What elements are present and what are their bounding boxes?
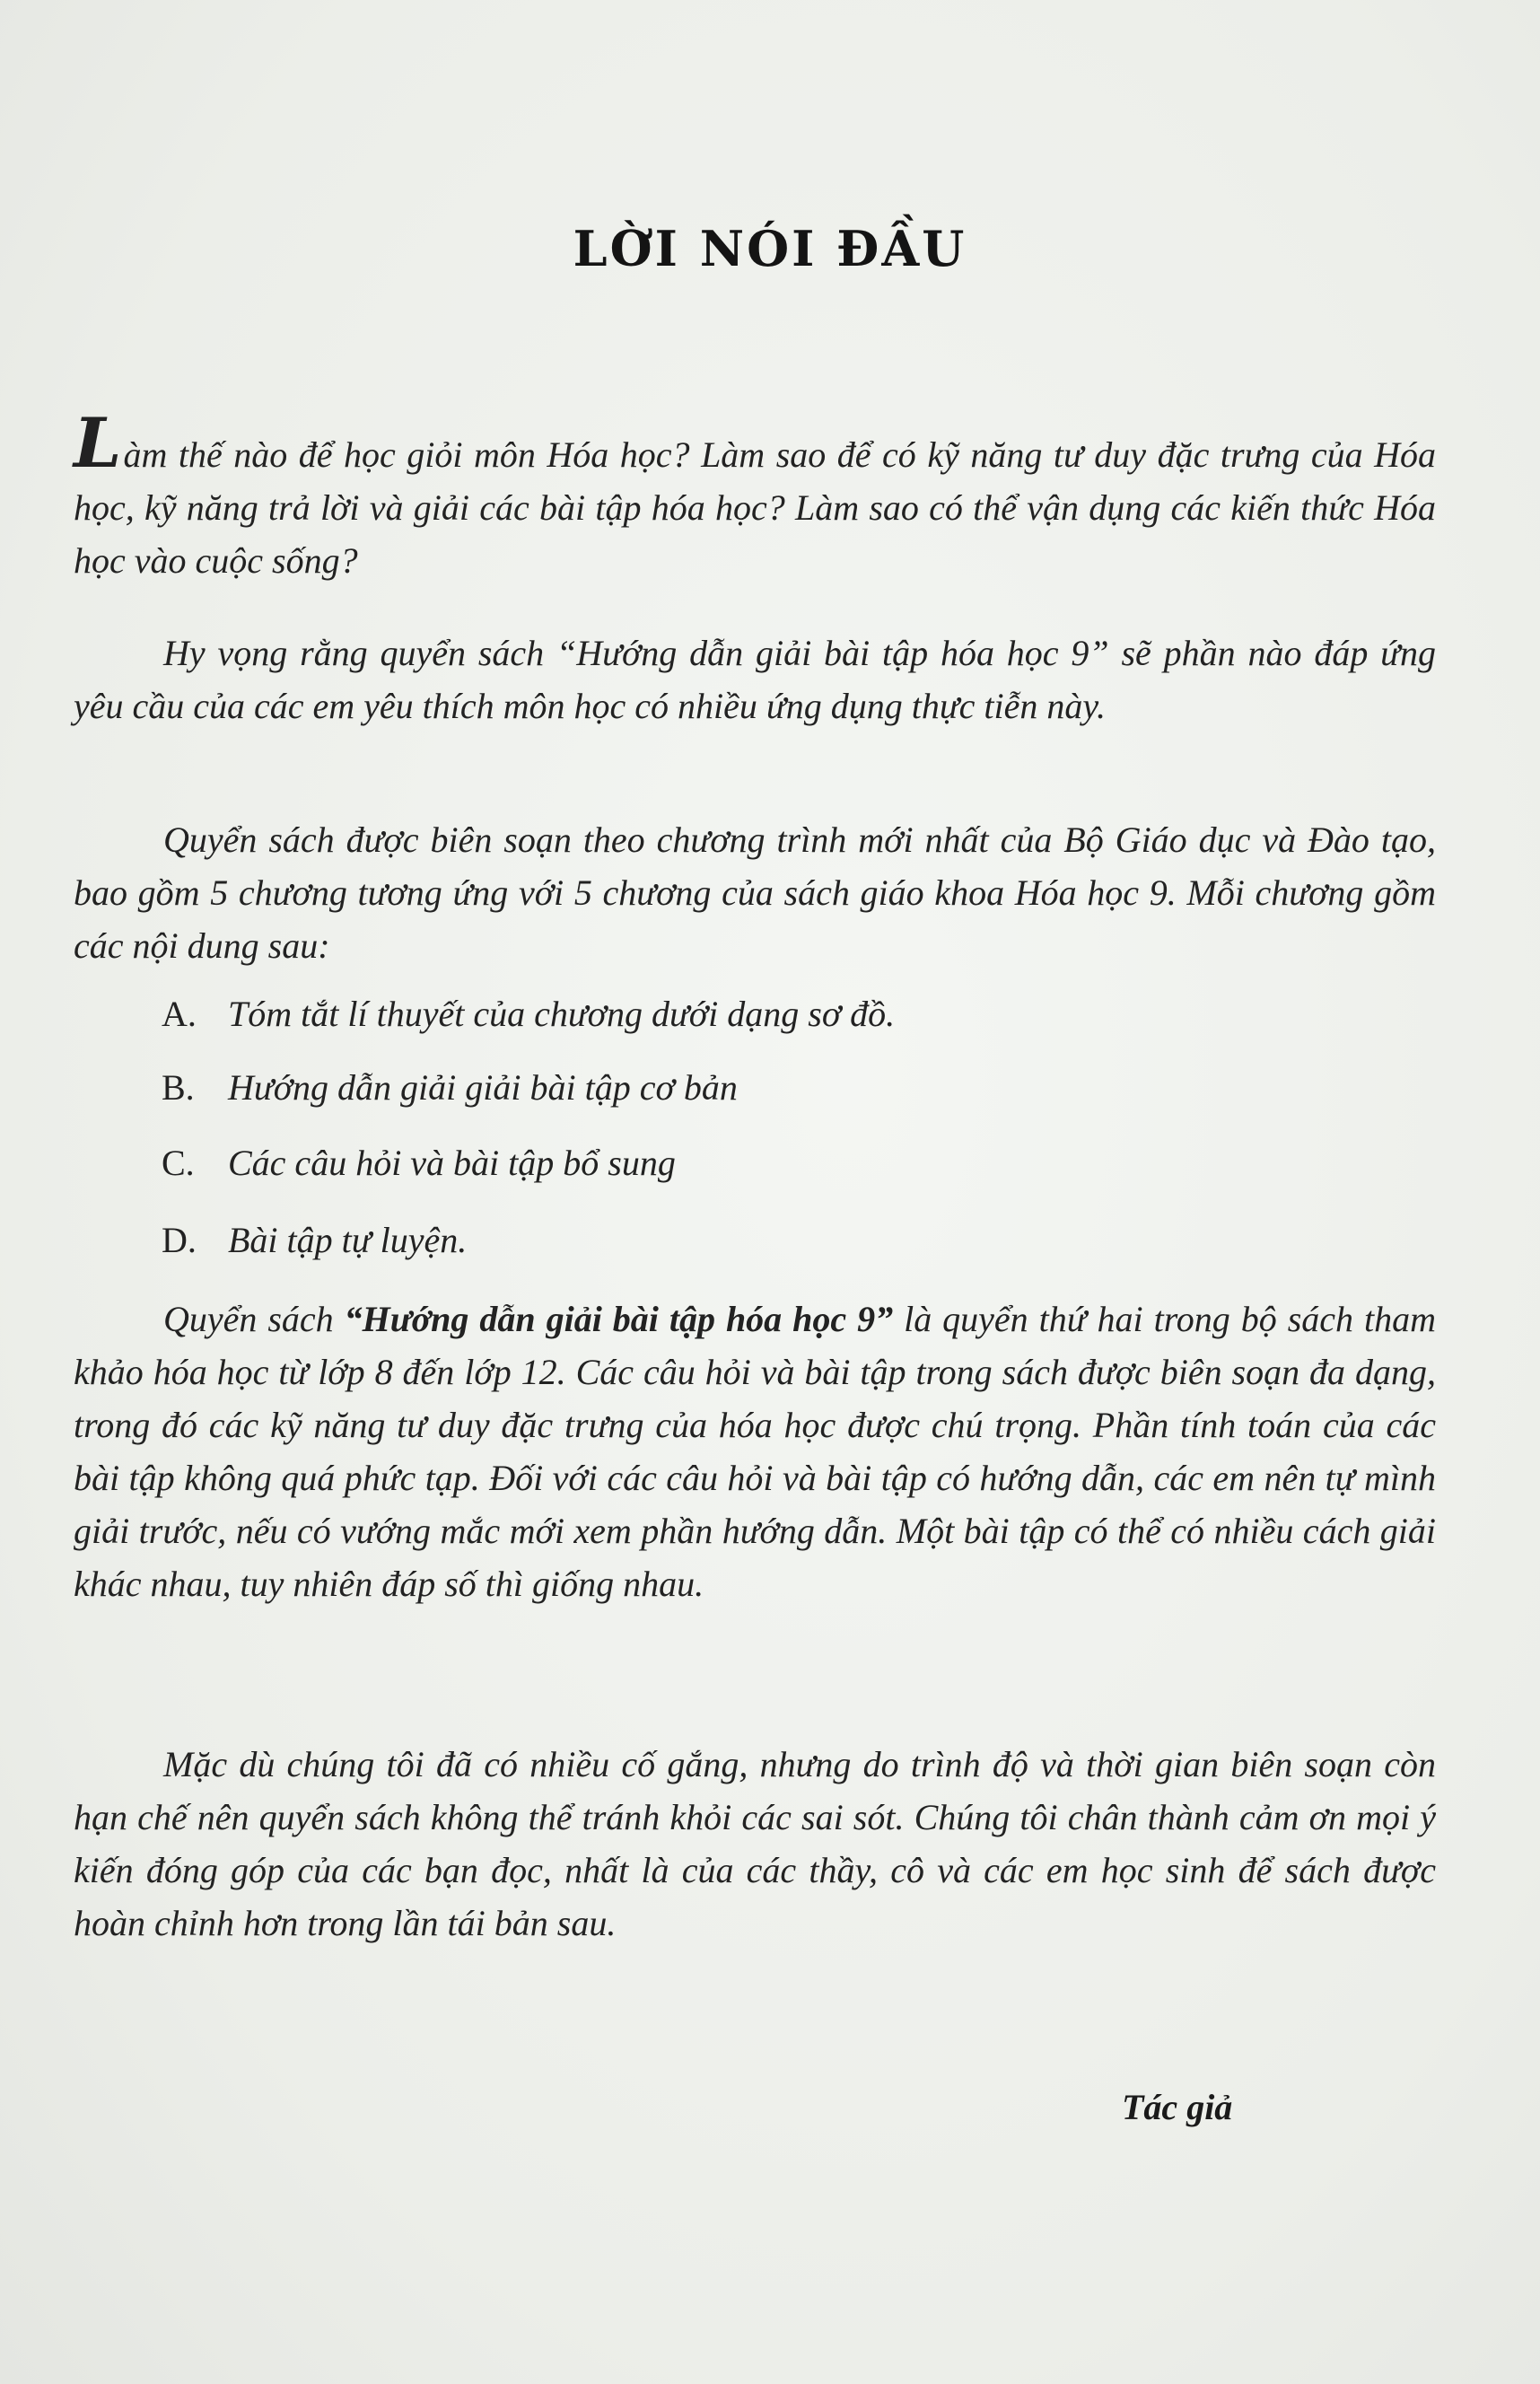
list-letter: D. bbox=[162, 1220, 197, 1260]
list-text: Hướng dẫn giải giải bài tập cơ bản bbox=[228, 1067, 738, 1108]
paragraph-intro-text: àm thế nào để học giỏi môn Hóa học? Làm sao để có kỹ năng tư duy đặc trưng của Hóa học, kỹ năng trả lời và giải các bài tập hóa học? Làm sao có thể vận dụng các kiến thức Hóa học vào cuộc sống? bbox=[74, 434, 1436, 581]
drop-cap: L bbox=[74, 403, 122, 483]
list-text: Tóm tắt lí thuyết của chương dưới dạng sơ đồ. bbox=[228, 994, 896, 1034]
paragraph-about-book-lead: Quyển sách bbox=[163, 1299, 345, 1339]
list-letter: B. bbox=[162, 1067, 195, 1108]
book-title-emphasis: “Hướng dẫn giải bài tập hóa học 9” bbox=[344, 1299, 894, 1339]
list-item-c bbox=[162, 1136, 1418, 1189]
paragraph-intro bbox=[74, 403, 1436, 587]
paragraph-structure: Quyển sách được biên soạn theo chương trình mới nhất của Bộ Giáo dục và Đào tạo, bao gồm 5 chương tương ứng với 5 chương của sách giáo khoa Hóa học 9. Mỗi chương gồm các nội dung sau: bbox=[74, 820, 1436, 966]
paragraph-about-book-rest: là quyển thứ hai trong bộ sách tham khảo hóa học từ lớp 8 đến lớp 12. Các câu hỏi và bài tập trong sách được biên soạn đa dạng, trong đó các kỹ năng tư duy đặc trưng của hóa học được chú trọng. Phần tính toán của các bài tập không quá phức tạp. Đối với các câu hỏi và bài tập có hướng dẫn, các em nên tự mình giải trước, nếu có vướng mắc mới xem phần hướng dẫn. Một bài tập có thể có nhiều cách giải khác nhau, tuy nhiên đáp số thì giống nhau. bbox=[74, 1299, 1437, 1604]
list-text: Bài tập tự luyện. bbox=[228, 1220, 468, 1260]
paragraph-about-book bbox=[74, 1293, 1436, 1610]
author-signature: Tác giả bbox=[1122, 2087, 1233, 2127]
paragraph-thanks: Mặc dù chúng tôi đã có nhiều cố gắng, nhưng do trình độ và thời gian biên soạn còn hạn chế nên quyển sách không thể tránh khỏi các sai sót. Chúng tôi chân thành cảm ơn mọi ý kiến đóng góp của các bạn đọc, nhất là của các thầy, cô và các em học sinh để sách được hoàn chỉnh hơn trong lần tái bản sau. bbox=[74, 1744, 1436, 1943]
list-item-a bbox=[162, 987, 1418, 1040]
list-item-b bbox=[162, 1061, 1418, 1114]
list-letter: C. bbox=[162, 1143, 195, 1183]
list-letter: A. bbox=[162, 994, 197, 1034]
list-text: Các câu hỏi và bài tập bổ sung bbox=[228, 1143, 676, 1183]
paragraph-hope: Hy vọng rằng quyển sách “Hướng dẫn giải bài tập hóa học 9” sẽ phần nào đáp ứng yêu cầu của các em yêu thích môn học có nhiều ứng dụng thực tiễn này. bbox=[74, 633, 1436, 726]
list-item-d bbox=[162, 1214, 1418, 1266]
page-title: LỜI NÓI ĐẦU bbox=[573, 220, 967, 277]
